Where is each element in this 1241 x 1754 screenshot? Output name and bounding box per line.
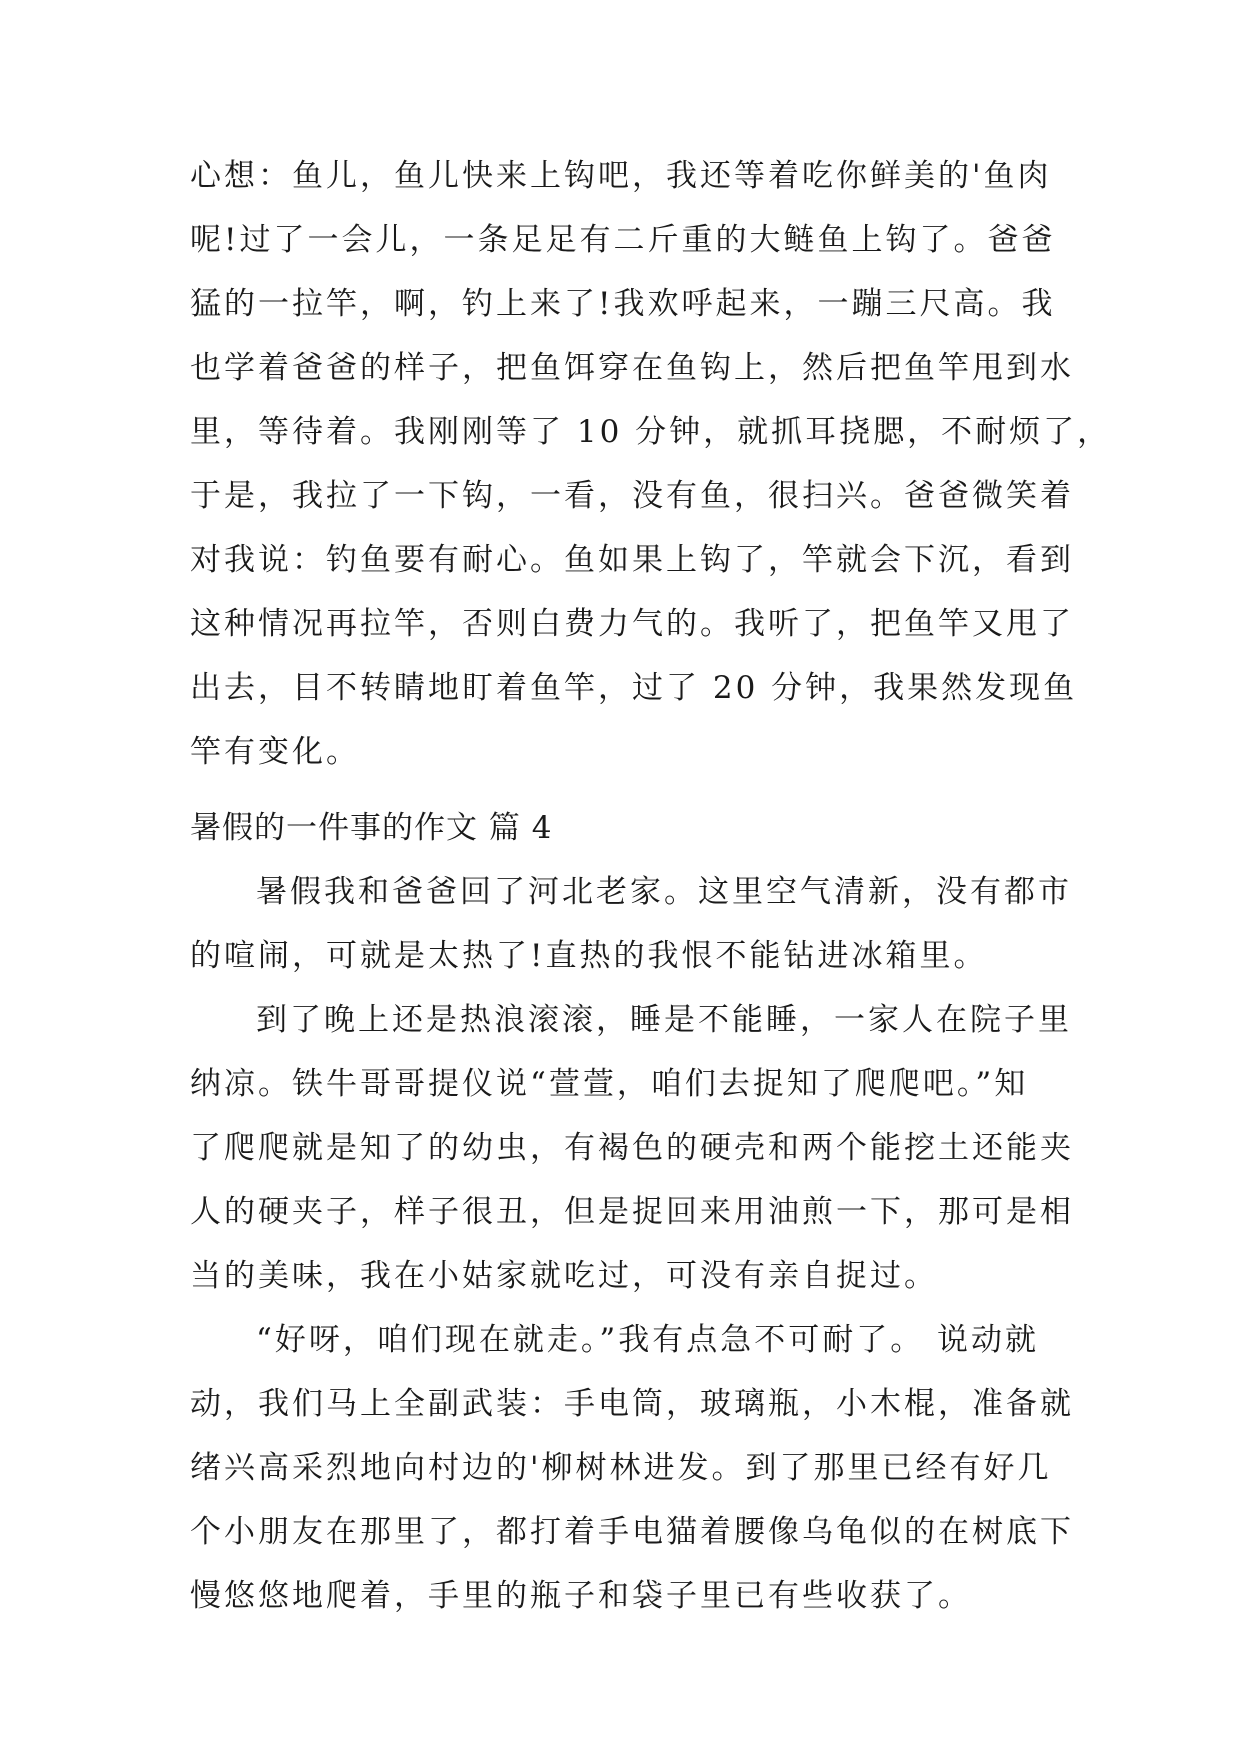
section-title: 暑假的一件事的作文 篇 4	[190, 810, 553, 846]
paragraph-line: 的喧闹，可就是太热了!直热的我恨不能钻进冰箱里。	[190, 938, 988, 974]
paragraph-line: 绪兴高采烈地向村边的'柳树林进发。到了那里已经有好几	[190, 1450, 1052, 1486]
paragraph-line: 动，我们马上全副武装：手电筒，玻璃瓶，小木棍，准备就	[190, 1386, 1074, 1422]
paragraph-line: 于是，我拉了一下钩，一看，没有鱼，很扫兴。爸爸微笑着	[190, 478, 1074, 514]
paragraph-line: 出去，目不转睛地盯着鱼竿，过了 20 分钟，我果然发现鱼	[190, 670, 1078, 706]
paragraph-line: 当的美味，我在小姑家就吃过，可没有亲自捉过。	[190, 1258, 938, 1294]
paragraph-line: 个小朋友在那里了，都打着手电猫着腰像乌龟似的在树底下	[190, 1514, 1074, 1550]
paragraph-line: 了爬爬就是知了的幼虫，有褐色的硬壳和两个能挖土还能夹	[190, 1130, 1074, 1166]
paragraph-line: 人的硬夹子，样子很丑，但是捉回来用油煎一下，那可是相	[190, 1194, 1074, 1230]
paragraph-line: 竿有变化。	[190, 734, 360, 770]
continued-paragraph	[190, 144, 1112, 784]
paragraph-line: 慢悠悠地爬着，手里的瓶子和袋子里已有些收获了。	[190, 1578, 972, 1614]
section-4	[190, 796, 1074, 1628]
paragraph-line: 心想：鱼儿，鱼儿快来上钩吧，我还等着吃你鲜美的'鱼肉	[190, 158, 1052, 194]
paragraph-line: 也学着爸爸的样子，把鱼饵穿在鱼钩上，然后把鱼竿甩到水	[190, 350, 1074, 386]
paragraph-line: 对我说：钓鱼要有耐心。鱼如果上钩了，竿就会下沉，看到	[190, 542, 1074, 578]
paragraph-line: 呢!过了一会儿，一条足足有二斤重的大鲢鱼上钩了。爸爸	[190, 222, 1056, 258]
paragraph-line: 这种情况再拉竿，否则白费力气的。我听了，把鱼竿又甩了	[190, 606, 1074, 642]
paragraph-line: 到了晚上还是热浪滚滚，睡是不能睡，一家人在院子里	[256, 1002, 1072, 1038]
paragraph-line: 猛的一拉竿，啊，钓上来了!我欢呼起来，一蹦三尺高。我	[190, 286, 1056, 322]
paragraph-line: 暑假我和爸爸回了河北老家。这里空气清新，没有都市	[256, 874, 1072, 910]
paragraph-line: 纳凉。铁牛哥哥提仪说“萱萱，咱们去捉知了爬爬吧。”知	[190, 1066, 1029, 1102]
paragraph-line: “好呀，咱们现在就走。”我有点急不可耐了。 说动就	[256, 1322, 1040, 1358]
paragraph-line: 里，等待着。我刚刚等了 10 分钟，就抓耳挠腮，不耐烦了，	[190, 414, 1112, 450]
